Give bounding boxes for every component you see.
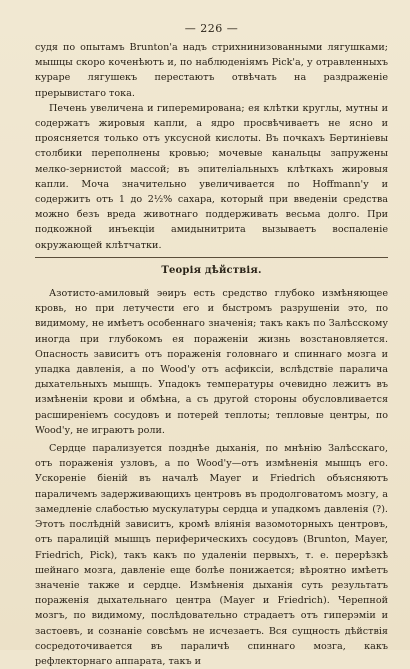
paragraph-theory-1: Азотисто-амиловый эѳиръ есть средство глубоко измѣняющее кровь, но при летучести его и быстромъ разрушеніи это, по видимому, не имѣетъ особеннаго значенія; такъ какъ по Залѣсскому иногда при глубокомъ ея пораженіи жизнь возстановляется. Опасность зависитъ отъ пораженія головнаго и спиннаго мозга и упадка давленія, а по Wood'у отъ асфиксіи, вслѣдствіе паралича дыхательныхъ мышцъ. Упадокъ температуры очевидно лежитъ въ измѣненіи крови и обмѣна, а съ другой стороны обусловливается расширеніемъ сосудовъ и потерей теплоты; тепловые центры, по Wood'у, не играютъ роли. bbox=[35, 288, 388, 436]
section-heading: Теорія дѣйствія. bbox=[161, 264, 262, 276]
main-text bbox=[35, 40, 388, 669]
paragraph-liver-kidneys: Печень увеличена и гиперемирована; ея клѣтки круглы, мутны и содержатъ жировыя капли, а ядро просвѣчиваетъ не ясно и проясняется только отъ уксусной кислоты. Въ почкахъ Бертиніевы столбики переполнены кровью; мочевые канальцы запружены мелко-зернистой массой; въ эпителіальныхъ клѣткахъ жировыя капли. Моча значительно увеличивается по Hoffmann'у и содержитъ отъ 1 до 2½% сахара, который при введеніи средства можно безъ вреда животнаго поддерживать весьма долго. При подкожной инъекціи амидынитрита вызываетъ воспаленіе окружающей клѣтчатки. bbox=[35, 102, 388, 251]
paragraph-continued: судя по опытамъ Brunton'a надъ стрихнинизованными лягушками; мышцы скоро коченѣютъ и, по наблюденіямъ Pick'a, у отравленныхъ кураре лягушекъ перестаютъ отвѣчать на раздраженіе прерывистаго тока. bbox=[35, 42, 388, 99]
page-number: — 226 — bbox=[184, 22, 239, 35]
paragraph-theory-2: Сердце парализуется позднѣе дыханія, по мнѣнію Залѣсскаго, отъ пораженія узловъ, а по Wood'у—отъ измѣненія мышцъ его. Ускореніе біеній въ началѣ Mayer и Friedrich объясняютъ параличемъ задерживающихъ центровъ въ продолговатомъ мозгу, а замедленіе слабостью мускулатуры сердца и упадкомъ давленія (?). Этотъ послѣдній зависитъ, кромѣ вліянія вазомоторныхъ центровъ, отъ паралицій мышцъ периферическихъ сосудовъ (Brunton, Mayer, Friedrich, Pick), такъ какъ по удаленіи первыхъ, т. е. перерѣзкѣ шейнаго мозга, давленіе еще болѣе понижается; вѣроятно имѣетъ значеніе также и сердце. Измѣненія дыханія суть результатъ пораженія дыхательнаго центра (Mayer и Friedrich). Черепной мозгъ, по видимому, послѣдовательно страдаетъ отъ гиперэміи и застоевъ, и сознаніе совсѣмъ не исчезаетъ. Вся сущность дѣйствія сосредоточивается въ параличѣ спиннаго мозга, какъ рефлекторнаго аппарата, такъ и bbox=[35, 443, 388, 667]
section-divider bbox=[35, 257, 388, 258]
